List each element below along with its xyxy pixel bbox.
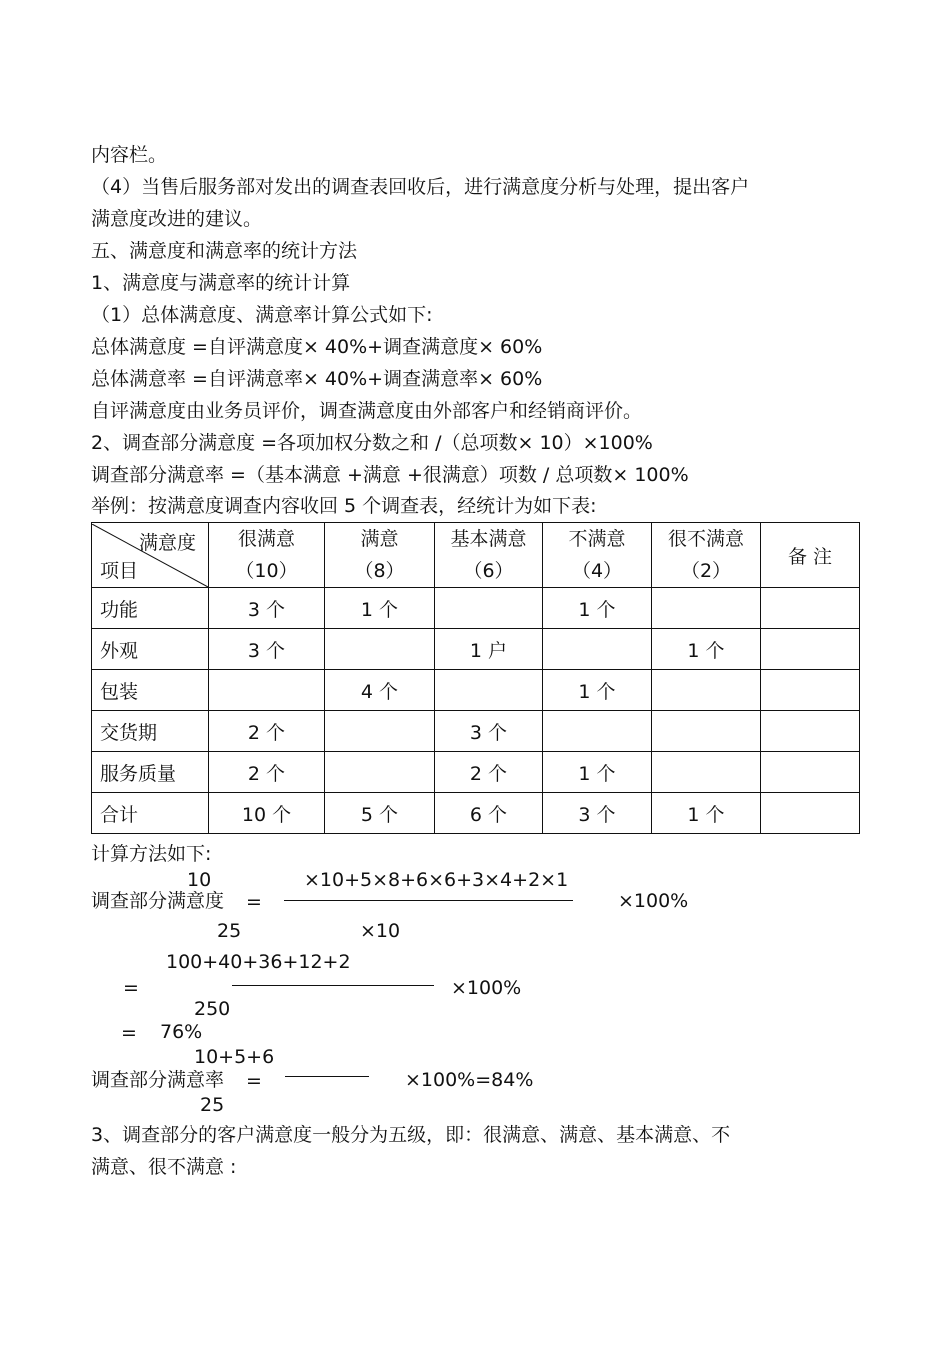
- remark-header-cell: 备 注: [761, 523, 860, 588]
- equals-sign: =: [246, 1070, 262, 1092]
- table-total-row: [92, 793, 860, 834]
- table-cell: 3 个: [543, 793, 652, 834]
- table-cell: [652, 670, 761, 711]
- table-cell: 1 个: [325, 588, 435, 629]
- text-line: 3、调查部分的客户满意度一般分为五级，即：很满意、满意、基本满意、不: [91, 1124, 731, 1146]
- satisfaction-table: [91, 522, 860, 834]
- table-cell: 2 个: [435, 752, 543, 793]
- table-cell: 1 个: [652, 793, 761, 834]
- formula-label: 调查部分满意率: [91, 1069, 225, 1091]
- table-cell: 2 个: [209, 752, 325, 793]
- table-cell: [652, 588, 761, 629]
- fraction-bar: [284, 900, 573, 901]
- equals-sign: =: [121, 1022, 137, 1044]
- fraction-bar: [232, 985, 434, 986]
- text-line: 自评满意度由业务员评价，调查满意度由外部客户和经销商评价。: [91, 400, 643, 422]
- text-line: 内容栏。: [91, 144, 168, 166]
- multiplier: ×100%: [618, 890, 689, 912]
- text-line: 满意、很不满意 :: [91, 1156, 237, 1178]
- table-cell: [543, 629, 652, 670]
- equals-sign: =: [123, 977, 139, 999]
- formula-line: 调查部分满意率 =（基本满意 +满意 +很满意）项数 / 总项数× 100%: [91, 464, 689, 486]
- table-cell: 3 个: [209, 588, 325, 629]
- header-cell: 满意 （8）: [325, 523, 435, 588]
- table-cell: 1 户: [435, 629, 543, 670]
- table-cell: [543, 711, 652, 752]
- table-cell: [209, 670, 325, 711]
- fraction-bar: [285, 1076, 369, 1077]
- section-heading: 五、满意度和满意率的统计方法: [91, 240, 358, 262]
- table-cell: 3 个: [435, 711, 543, 752]
- formula-label: 调查部分满意度: [91, 890, 225, 912]
- table-row: [92, 629, 860, 670]
- row-label: 合计: [92, 793, 209, 834]
- table-row: [92, 752, 860, 793]
- row-label: 交货期: [92, 711, 209, 752]
- corner-top-label: 满意度: [138, 531, 196, 554]
- header-cell: 很满意 （10）: [209, 523, 325, 588]
- table-cell: [652, 752, 761, 793]
- table-row: [92, 670, 860, 711]
- subsection-heading: 1、满意度与满意率的统计计算: [91, 272, 351, 294]
- fraction-numerator: 10+5+6: [194, 1046, 275, 1068]
- header-cell: 基本满意 （6）: [435, 523, 543, 588]
- table-cell: 3 个: [209, 629, 325, 670]
- formula-line: 总体满意率 =自评满意率× 40%+调查满意率× 60%: [91, 368, 543, 390]
- row-label: 外观: [92, 629, 209, 670]
- table-cell: [325, 752, 435, 793]
- table-cell: [652, 711, 761, 752]
- fraction-denominator: 25: [217, 920, 242, 942]
- table-cell: [761, 711, 860, 752]
- multiplier: ×100%=84%: [405, 1069, 534, 1091]
- fraction-numerator: ×10+5×8+6×6+3×4+2×1: [304, 869, 569, 891]
- text-line: （4）当售后服务部对发出的调查表回收后，进行满意度分析与处理，提出客户: [91, 176, 750, 198]
- table-row: [92, 711, 860, 752]
- table-cell: [325, 629, 435, 670]
- table-cell: 10 个: [209, 793, 325, 834]
- text-line: 满意度改进的建议。: [91, 208, 263, 230]
- table-cell: 6 个: [435, 793, 543, 834]
- table-cell: [435, 670, 543, 711]
- table-cell: [435, 588, 543, 629]
- table-cell: 1 个: [543, 752, 652, 793]
- text-line: （1）总体满意度、满意率计算公式如下:: [91, 304, 433, 326]
- corner-bottom-label: 项目: [100, 559, 139, 582]
- row-label: 功能: [92, 588, 209, 629]
- table-cell: [761, 752, 860, 793]
- table-cell: [761, 793, 860, 834]
- formula-line: 总体满意度 =自评满意度× 40%+调查满意度× 60%: [91, 336, 543, 358]
- header-cell: 不满意 （4）: [543, 523, 652, 588]
- fraction-denominator: 25: [200, 1094, 225, 1116]
- result-value: 76%: [160, 1021, 203, 1043]
- formula-line: 2、调查部分满意度 =各项加权分数之和 /（总项数× 10）×100%: [91, 432, 653, 454]
- table-cell: 2 个: [209, 711, 325, 752]
- fraction-denominator: 250: [194, 998, 231, 1020]
- fraction-numerator: 100+40+36+12+2: [166, 951, 351, 973]
- table-cell: [761, 670, 860, 711]
- table-cell: [325, 711, 435, 752]
- corner-header-cell: [92, 523, 209, 588]
- table-cell: 1 个: [652, 629, 761, 670]
- table-cell: 1 个: [543, 588, 652, 629]
- table-cell: 5 个: [325, 793, 435, 834]
- multiplier: ×100%: [451, 977, 522, 999]
- fraction-numerator: 10: [187, 869, 212, 891]
- table-cell: 4 个: [325, 670, 435, 711]
- calc-title: 计算方法如下:: [91, 843, 212, 865]
- table-row: [92, 588, 860, 629]
- row-label: 包装: [92, 670, 209, 711]
- header-cell: 很不满意 （2）: [652, 523, 761, 588]
- row-label: 服务质量: [92, 752, 209, 793]
- table-header-row: [92, 523, 860, 588]
- text-line: 举例：按满意度调查内容收回 5 个调查表，经统计为如下表:: [91, 495, 597, 517]
- table-cell: [761, 629, 860, 670]
- table-cell: [761, 588, 860, 629]
- fraction-denominator: ×10: [360, 920, 401, 942]
- equals-sign: =: [246, 891, 262, 913]
- table-cell: 1 个: [543, 670, 652, 711]
